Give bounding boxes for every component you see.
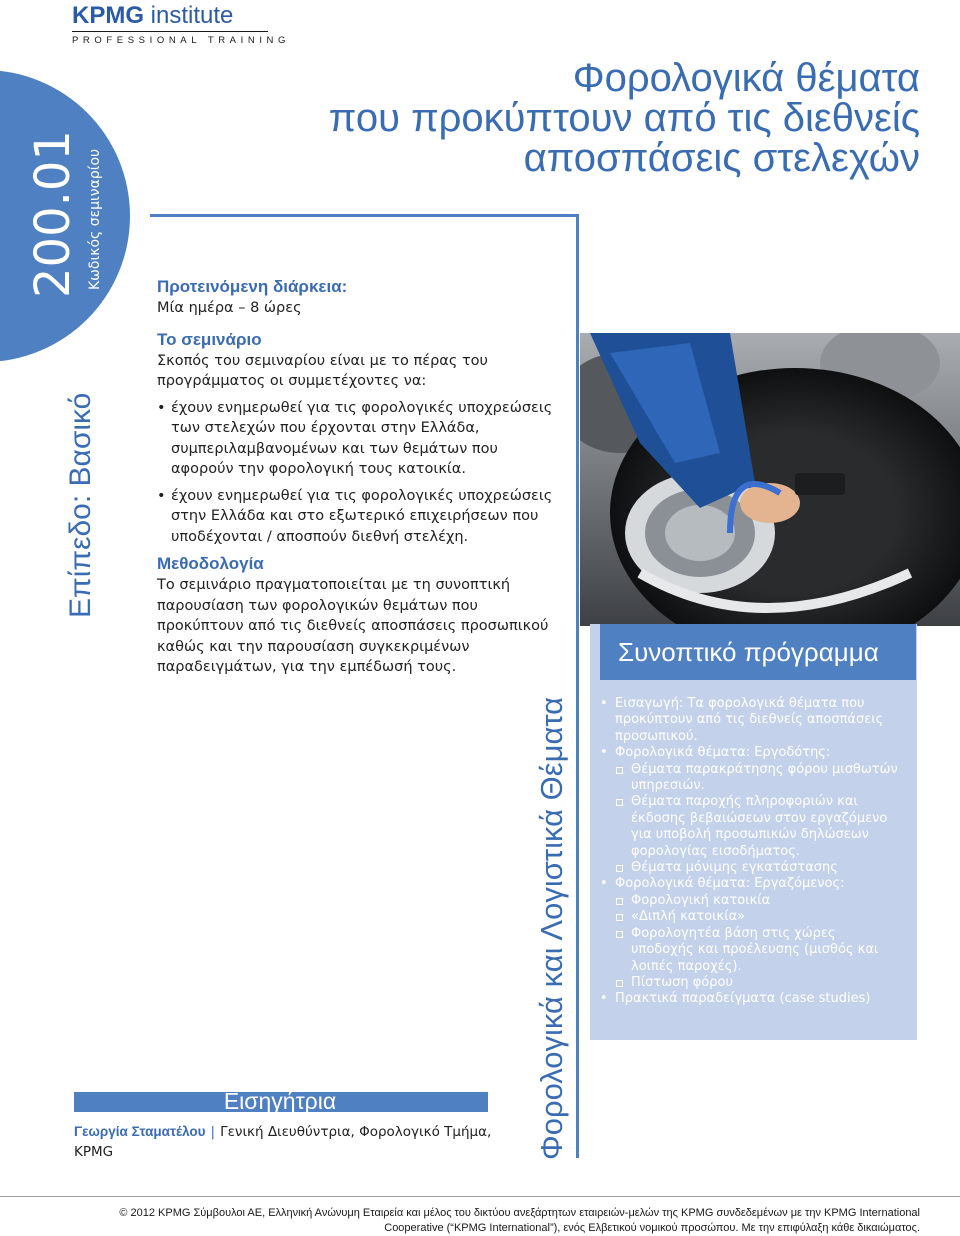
footer-copyright — [40, 1206, 920, 1236]
program-subitem: Θέματα μόνιμης εγκατάστασης — [600, 860, 900, 876]
frame-top-divider — [150, 214, 578, 217]
seminar-code: 200.01 — [25, 130, 81, 298]
kpmg-institute-logo — [72, 2, 291, 46]
instructor-name: Γεωργία Σταματέλου — [74, 1124, 206, 1139]
logo-wordmark — [72, 2, 268, 30]
footer-divider — [0, 1196, 960, 1197]
instructor-separator: | — [210, 1124, 216, 1140]
title-line-2: που προκύπτουν από τις διεθνείς — [328, 96, 920, 140]
program-item: • Πρακτικά παραδείγματα (case studies) — [600, 991, 900, 1007]
frame-vertical-divider — [576, 214, 579, 1158]
page-title — [329, 58, 920, 178]
program-subitem: Φορολογική κατοικία — [600, 893, 900, 909]
logo-brand: KPMG — [72, 2, 144, 29]
seminar-code-label: Κωδικός σεμιναρίου — [87, 148, 103, 290]
seminar-description — [157, 276, 559, 678]
about-heading: Το σεμινάριο — [157, 329, 262, 349]
methodology-text: Το σεμινάριο πραγματοποιείται με τη συνοπτική παρουσίαση των φορολογικών θεμάτων που προκύπτουν από τις διεθνείς αποσπάσεις προσωπικού καθώς και την παρουσίαση συγκεκριμένων παραδειγμάτων, για την εμπέδωσή τους. — [157, 577, 549, 675]
seminar-category: Φορολογικά και Λογιστικά Θέματα — [534, 696, 569, 1160]
program-subitem: Θέματα παρακράτησης φόρου μισθωτών υπηρεσιών. — [600, 762, 900, 795]
footer-line-1: © 2012 KPMG Σύμβουλοι ΑΕ, Ελληνική Ανώνυμη Εταιρεία και μέλος του δικτύου ανεξάρτητων εταιρειών-μελών της KPMG συνδεδεμένων με την KPMG International — [119, 1207, 920, 1219]
title-line-1: Φορολογικά θέματα — [572, 56, 920, 100]
program-heading: Συνοπτικό πρόγραμμα — [600, 624, 916, 680]
program-subitem: Πίστωση φόρου — [600, 975, 900, 991]
duration-value: Μία ημέρα – 8 ώρες — [157, 300, 302, 316]
about-bullets — [157, 398, 559, 548]
instructor-role: Γενική Διευθύντρια, Φορολογικό Τμήμα, KPMG — [74, 1124, 492, 1160]
duration-heading: Προτεινόμενη διάρκεια: — [157, 277, 348, 296]
program-item: • Φορολογικά θέματα: Εργοδότης: — [600, 745, 900, 761]
program-list — [600, 696, 900, 1008]
instructor-heading: Εισηγήτρια — [223, 1088, 337, 1114]
seminar-level — [62, 393, 100, 618]
tire-warmer-photo — [580, 333, 960, 626]
logo-name: institute — [150, 2, 234, 29]
program-item: • Φορολογικά θέματα: Εργαζόμενος: — [600, 876, 900, 892]
about-bullet: • έχουν ενημερωθεί για τις φορολογικές υποχρεώσεις στην Ελλάδα και στο εξωτερικό επιχειρήσεων που υποδέχονται / αποσπούν διεθνή στελέχη. — [157, 486, 559, 548]
footer-line-2: Cooperative (“KPMG International”), ενός Ελβετικού νομικού προσώπου. Με την επιφύλαξη κάθε δικαιώματος. — [384, 1222, 920, 1234]
program-subitem: Θέματα παροχής πληροφοριών και έκδοσης βεβαιώσεων στον εργαζόμενο για υποβολή προσωπικών δηλώσεων φορολογίας εισοδήματος. — [600, 794, 900, 860]
instructor-info — [74, 1122, 494, 1162]
level-value: Βασικό — [64, 392, 97, 487]
program-subitem: «Διπλή κατοικία» — [600, 909, 900, 925]
title-line-3: αποσπάσεις στελεχών — [523, 136, 920, 180]
logo-tagline: PROFESSIONAL TRAINING — [72, 31, 268, 46]
photo-illustration — [580, 333, 960, 626]
program-item: • Εισαγωγή: Τα φορολογικά θέματα που προκύπτουν από τις διεθνείς αποσπάσεις προσωπικού. — [600, 696, 900, 745]
about-bullet: • έχουν ενημερωθεί για τις φορολογικές υποχρεώσεις των στελεχών που έρχονται στην Ελλάδα, συμπεριλαμβανομένων και των θεμάτων που αφορούν την φορολογική τους κατοικία. — [157, 398, 559, 480]
left-sidebar — [0, 70, 130, 1236]
about-intro: Σκοπός του σεμιναρίου είναι με το πέρας του προγράμματος οι συμμετέχοντες να: — [157, 352, 488, 389]
program-subitem: Φορολογητέα βάση στις χώρες υποδοχής και προέλευσης (μισθός και λοιπές παροχές). — [600, 926, 900, 975]
level-label: Επίπεδο: — [64, 494, 97, 618]
methodology-heading: Μεθοδολογία — [157, 554, 264, 573]
